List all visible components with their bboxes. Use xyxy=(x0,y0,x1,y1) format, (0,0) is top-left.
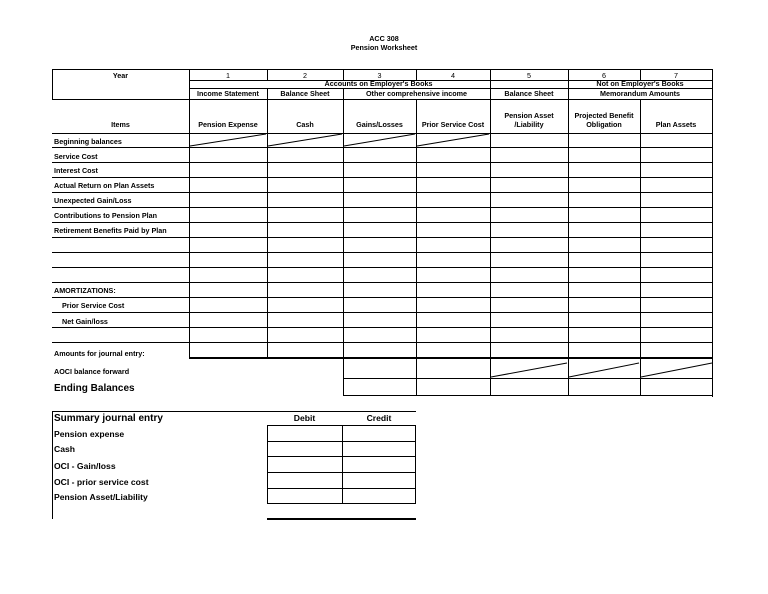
summary-row-pension-expense: Pension expense xyxy=(54,429,125,439)
subgroup-memorandum: Memorandum Amounts xyxy=(600,89,680,98)
page-title: Pension Worksheet xyxy=(350,43,418,52)
row-benefits-paid: Retirement Benefits Paid by Plan xyxy=(54,226,167,235)
col-number-5: 5 xyxy=(527,71,531,80)
summary-row-oci-prior-service: OCI - prior service cost xyxy=(54,477,149,487)
summary-row-oci-gain-loss: OCI - Gain/loss xyxy=(54,461,116,471)
subgroup-balance-sheet: Balance Sheet xyxy=(280,89,330,98)
strike-pbo xyxy=(569,363,639,377)
strike-gains-losses xyxy=(344,134,415,146)
row-actual-return: Actual Return on Plan Assets xyxy=(54,181,155,190)
col-pension-expense: Pension Expense xyxy=(198,120,258,129)
row-amort-net-gain-loss: Net Gain/loss xyxy=(62,317,108,326)
col-number-1: 1 xyxy=(226,71,230,80)
col-prior-service-cost: Prior Service Cost xyxy=(421,120,485,129)
items-label: Items xyxy=(111,120,130,129)
strike-pension-expense xyxy=(190,134,266,146)
summary-credit-header: Credit xyxy=(366,413,392,423)
subgroup-income-statement: Income Statement xyxy=(197,89,259,98)
col-number-6: 6 xyxy=(602,71,606,80)
row-amortizations: AMORTIZATIONS: xyxy=(54,286,116,295)
strike-plan-assets xyxy=(641,363,712,377)
subgroup-oci: Other comprehensive income xyxy=(365,89,468,98)
year-label: Year xyxy=(112,71,129,80)
summary-title: Summary journal entry xyxy=(54,413,163,424)
summary-row-pension-asset-liability: Pension Asset/Liability xyxy=(54,492,148,502)
col-number-4: 4 xyxy=(451,71,455,80)
col-number-7: 7 xyxy=(674,71,678,80)
row-service-cost: Service Cost xyxy=(54,152,98,161)
col-pension-asset-line2: /Liability xyxy=(514,120,544,129)
col-pbo-line2: Obligation xyxy=(586,120,622,129)
subgroup-balance-sheet-2: Balance Sheet xyxy=(504,89,554,98)
row-contributions: Contributions to Pension Plan xyxy=(54,211,158,220)
row-unexpected-gain-loss: Unexpected Gain/Loss xyxy=(54,196,132,205)
group-employer-books: Accounts on Employer's Books xyxy=(324,79,433,88)
summary-debit-header: Debit xyxy=(293,413,316,423)
strike-prior-service-cost xyxy=(417,134,489,146)
row-beginning-balances: Beginning balances xyxy=(54,137,122,146)
summary-row-cash: Cash xyxy=(54,444,76,454)
col-plan-assets: Plan Assets xyxy=(655,120,697,129)
strike-cash xyxy=(268,134,342,146)
col-pbo-line1: Projected Benefit xyxy=(574,111,634,120)
group-not-employer-books: Not on Employer's Books xyxy=(596,79,684,88)
row-amort-prior-service-cost: Prior Service Cost xyxy=(62,301,125,310)
row-interest-cost: Interest Cost xyxy=(54,166,98,175)
strike-pension-asset xyxy=(491,363,567,377)
course-code: ACC 308 xyxy=(369,34,399,43)
row-ending-balances: Ending Balances xyxy=(54,383,135,394)
col-pension-asset-line1: Pension Asset xyxy=(504,111,554,120)
col-number-2: 2 xyxy=(303,71,307,80)
row-amounts-journal-entry: Amounts for journal entry: xyxy=(54,349,145,358)
col-number-3: 3 xyxy=(377,71,382,80)
col-cash: Cash xyxy=(296,120,314,129)
row-aoci-balance-forward: AOCI balance forward xyxy=(54,367,130,376)
col-gains-losses: Gains/Losses xyxy=(356,120,403,129)
